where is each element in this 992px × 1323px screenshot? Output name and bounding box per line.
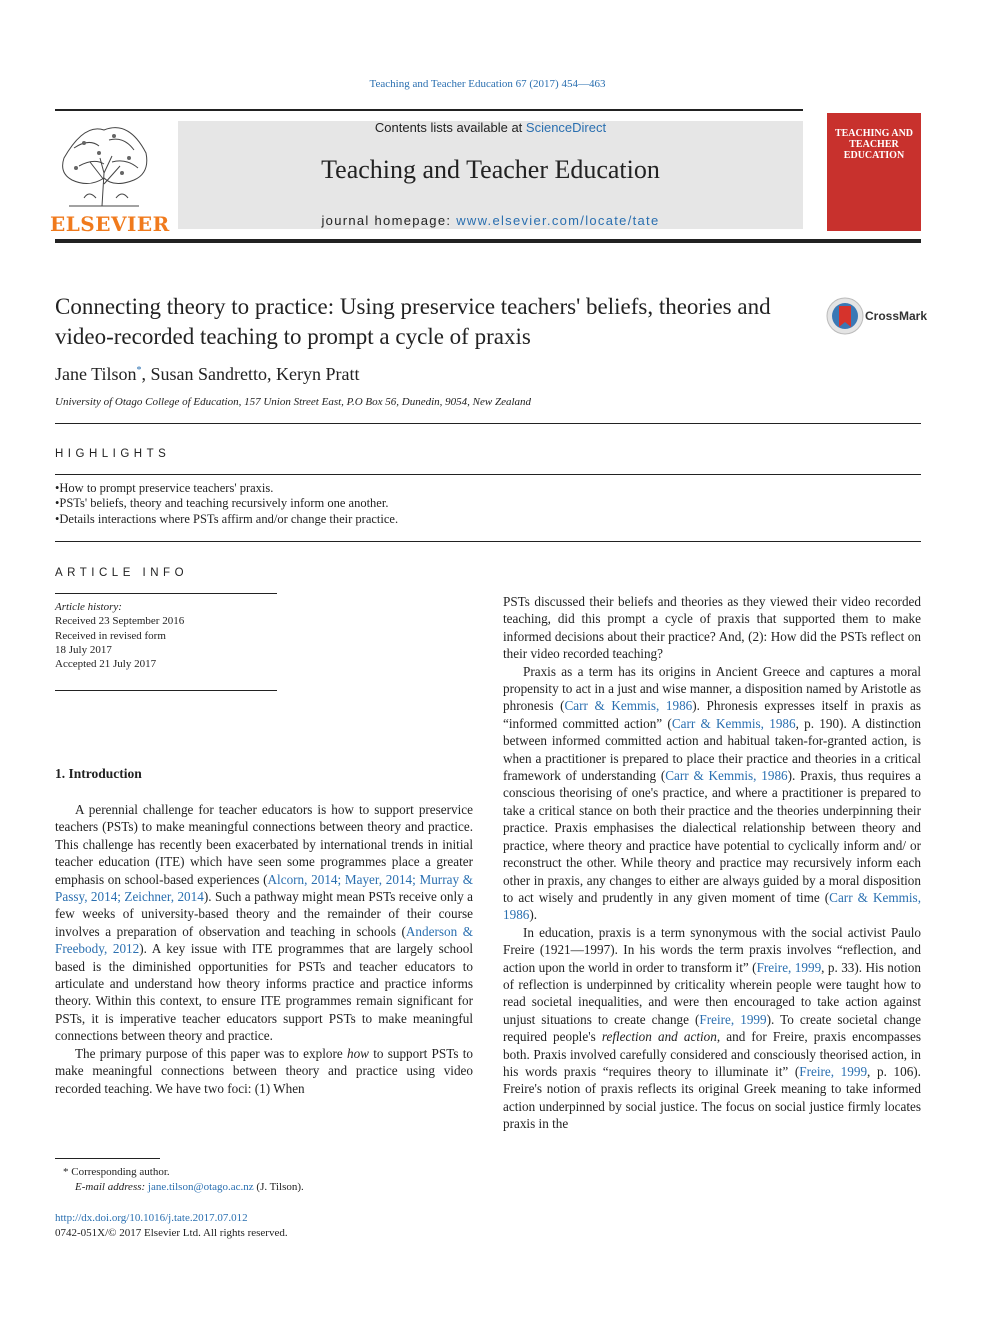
- citation-link[interactable]: Carr & Kemmis, 1986: [564, 698, 693, 714]
- crossmark-icon[interactable]: [826, 297, 864, 335]
- article-info-label: ARTICLE INFO: [55, 567, 189, 579]
- highlight-text: PSTs' beliefs, theory and teaching recursively inform one another.: [59, 496, 389, 510]
- paragraph: PSTs discussed their beliefs and theories as they viewed their video recorded teaching, did this prompt a cycle of praxis that supported them to make informed decisions about their practice? And, (2): How did the PSTs reflect on their video recorded teaching?: [503, 594, 921, 662]
- highlight-text: Details interactions where PSTs affirm and/or change their practice.: [59, 512, 399, 526]
- history-revised: Received in revised form: [55, 629, 166, 642]
- citation-link[interactable]: Alcorn, 2014; Mayer, 2014; Murray & Passy, 2014; Zeichner, 2014: [55, 871, 473, 905]
- article-title: Connecting theory to practice: Using preservice teachers' beliefs, theories and video-recorded teaching to prompt a cycle of praxis: [55, 294, 771, 349]
- citation-link[interactable]: Freire, 1999: [799, 1063, 868, 1079]
- copyright: 0742-051X/© 2017 Elsevier Ltd. All rights reserved.: [55, 1227, 288, 1239]
- emphasis: reflection and action: [601, 1029, 717, 1045]
- citation-link[interactable]: Freire, 1999: [699, 1011, 767, 1027]
- paragraph: Praxis as a term has its origins in Ancient Greece and captures a moral propensity to act in a just and wise manner, a disposition named by Aristotle as phronesis (Carr & Kemmis, 1986). Phronesis expresses itself in praxis as “informed committed action” (Carr & Kemmis, 1986, p. 190). A distinction between informed committed action and habitual taken-for-granted action, is when a practitioner is prepared to place their practice and theories in a critical framework of understanding (Carr & Kemmis, 1986). Praxis, thus requires a conscious theorising of one's practice, and where a practitioner is prepared to take a critical stance on both their practice and the theories underpinning their practice. Praxis emphasises the dialectical relationship between theory and practice, where theory and practice have potential to cyclically inform and/ or reconstruct the other. While theory and practice may recursively inform each other in praxis, any changes to either are always guided by a moral disposition to act wisely and prudently in any given moment of time (Carr & Kemmis, 1986).: [503, 663, 922, 923]
- highlights-label: HIGHLIGHTS: [55, 448, 171, 460]
- divider: [55, 474, 921, 475]
- history-accepted: Accepted 21 July 2017: [55, 658, 157, 671]
- citation-link[interactable]: Carr & Kemmis, 1986: [503, 889, 921, 923]
- footnote-mark: *: [63, 1166, 69, 1178]
- paragraph: In education, praxis is a term synonymous with the social activist Paulo Freire (1921—1997). In his words the term praxis involves “reflection, and action upon the world in order to transform it” (Freire, 1999, p. 33). His notion of reflection is underpinned by criticality wherein people were taught how to read societal inequalities, and were then encouraged to take action against unjust situations to create change (Freire, 1999). To create societal change required people's reflection and action, and for Freire, praxis encompasses both. Praxis involved carefully considered and consciously theorised action, in his words praxis “requires theory to illuminate it” (Freire, 1999, p. 106). Freire's notion of praxis reflects its original Greek meaning to take informed action underpinned by social justice. The focus on social justice firmly locates praxis in the: [503, 924, 921, 1132]
- history-received: Received 23 September 2016: [55, 615, 185, 628]
- coauthor-names: , Susan Sandretto, Keryn Pratt: [141, 364, 360, 384]
- highlight-item: •How to prompt preservice teachers' praxis.: [55, 481, 274, 495]
- history-label: Article history:: [55, 601, 122, 613]
- affiliation: University of Otago College of Education, 157 Union Street East, P.O Box 56, Dunedin, 9054, New Zealand: [55, 396, 532, 408]
- citation-link[interactable]: Freire, 1999: [756, 959, 822, 975]
- homepage-prefix: journal homepage:: [321, 213, 457, 228]
- author-name[interactable]: Jane Tilson: [55, 364, 137, 384]
- sciencedirect-link[interactable]: ScienceDirect: [525, 120, 607, 135]
- header-bottom-rule: [55, 239, 921, 243]
- left-column: [55, 801, 473, 1097]
- header-rule: [55, 109, 803, 111]
- corresponding-mark[interactable]: *: [136, 365, 142, 376]
- article-history: [55, 600, 184, 671]
- doi-link[interactable]: http://dx.doi.org/10.1016/j.tate.2017.07.012: [55, 1212, 248, 1224]
- publisher-name: ELSEVIER: [50, 212, 170, 236]
- divider: [55, 690, 277, 691]
- divider: [55, 593, 277, 594]
- contents-line: [178, 120, 803, 135]
- email-suffix: (J. Tilson).: [253, 1181, 304, 1193]
- author-list: [55, 364, 360, 385]
- contents-prefix: Contents lists available at: [374, 120, 526, 135]
- divider: [55, 541, 921, 542]
- homepage-line: [178, 213, 803, 228]
- journal-name: Teaching and Teacher Education: [321, 155, 660, 184]
- highlight-item: •PSTs' beliefs, theory and teaching recursively inform one another.: [55, 496, 389, 510]
- homepage-link[interactable]: www.elsevier.com/locate/tate: [456, 213, 660, 228]
- footnote-corresponding: Corresponding author.: [71, 1166, 170, 1178]
- footnote: [55, 1165, 304, 1195]
- emphasis: how: [346, 1045, 369, 1061]
- right-column: [503, 593, 921, 1133]
- cover-title: TEACHING AND TEACHER EDUCATION: [834, 128, 914, 161]
- doi-block: [55, 1211, 288, 1241]
- citation-link[interactable]: Anderson & Freebody, 2012: [55, 923, 473, 957]
- divider: [55, 423, 921, 424]
- journal-citation[interactable]: Teaching and Teacher Education 67 (2017) 454—463: [369, 78, 606, 90]
- crossmark-label[interactable]: CrossMark: [865, 309, 928, 323]
- section-heading: 1. Introduction: [55, 766, 142, 781]
- citation-link[interactable]: Carr & Kemmis, 1986: [671, 715, 796, 731]
- email-link[interactable]: jane.tilson@otago.ac.nz: [147, 1181, 254, 1193]
- footnote-rule: [55, 1158, 160, 1159]
- paragraph: A perennial challenge for teacher educators is how to support preservice teachers (PSTs) to make meaningful connections between theory and practice. This challenge has recently been exacerbated by international trends in initial teacher education (ITE) which have seen some programmes place a greater emphasis on school-based experiences (Alcorn, 2014; Mayer, 2014; Murray & Passy, 2014; Zeichner, 2014). Such a pathway might mean PSTs receive only a few weeks of university-based theory and the remainder of their course involves a preparation of observation and teaching in schools (Anderson & Freebody, 2012). A key issue with ITE programmes that are largely school based is the diminished opportunities for PSTs and teacher educators to articulate and understand how theory informs practice and practice informs theory. Within this context, to ensure ITE programmes remain significant for PSTs, it is imperative teacher educators support PSTs to make meaningful connections between theory and practice.: [55, 802, 474, 1044]
- email-label: E-mail address:: [75, 1181, 148, 1193]
- history-revised-date: 18 July 2017: [55, 643, 112, 656]
- highlight-text: How to prompt preservice teachers' praxis.: [59, 481, 274, 495]
- paragraph: The primary purpose of this paper was to explore how to support PSTs to make meaningful connections between theory and practice using video recorded teaching. We have two foci: (1) When: [55, 1045, 473, 1096]
- highlight-item: •Details interactions where PSTs affirm and/or change their practice.: [55, 512, 399, 526]
- citation-link[interactable]: Carr & Kemmis, 1986: [665, 768, 788, 784]
